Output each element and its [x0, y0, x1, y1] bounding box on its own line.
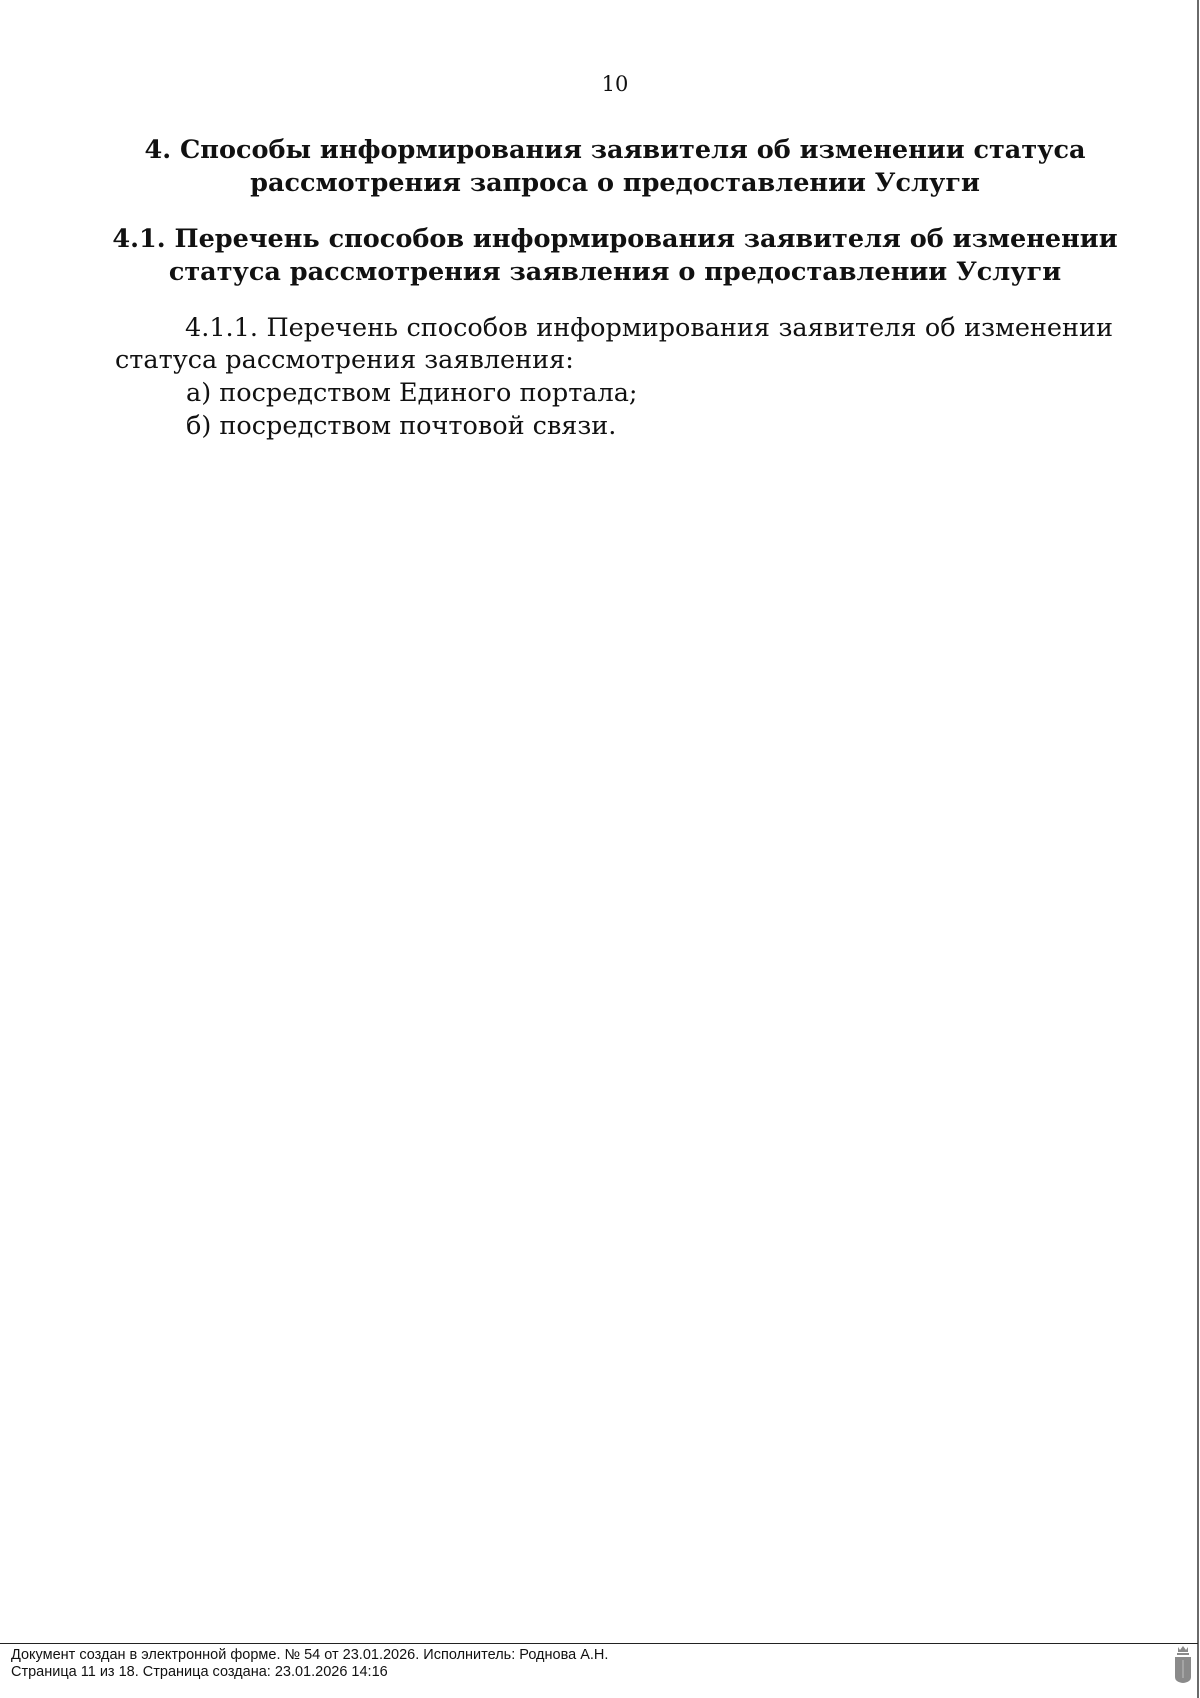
subsection-title: 4.1. Перечень способов информирования заявителя об изменении статуса рассмотрения заявления о предоставлении Услуги — [112, 224, 1118, 287]
section-title: 4. Способы информирования заявителя об изменении статуса рассмотрения запроса о предоставлении Услуги — [144, 135, 1086, 198]
footer-divider — [0, 1643, 1198, 1644]
footer-line-1: Документ создан в электронной форме. № 54 от 23.01.2026. Исполнитель: Роднова А.Н. — [11, 1647, 609, 1663]
page-right-border — [1197, 0, 1199, 1698]
page-number: 10 — [601, 72, 629, 96]
footer — [11, 1647, 608, 1680]
list-item: а) посредством Единого портала; — [186, 378, 638, 408]
list-item: б) посредством почтовой связи. — [186, 411, 617, 441]
paragraph-4-1-1: 4.1.1. Перечень способов информирования заявителя об изменении статуса рассмотрения заявления: — [115, 313, 1113, 375]
footer-line-2: Страница 11 из 18. Страница создана: 23.01.2026 14:16 — [11, 1663, 388, 1680]
coat-of-arms-icon — [1172, 1644, 1194, 1684]
